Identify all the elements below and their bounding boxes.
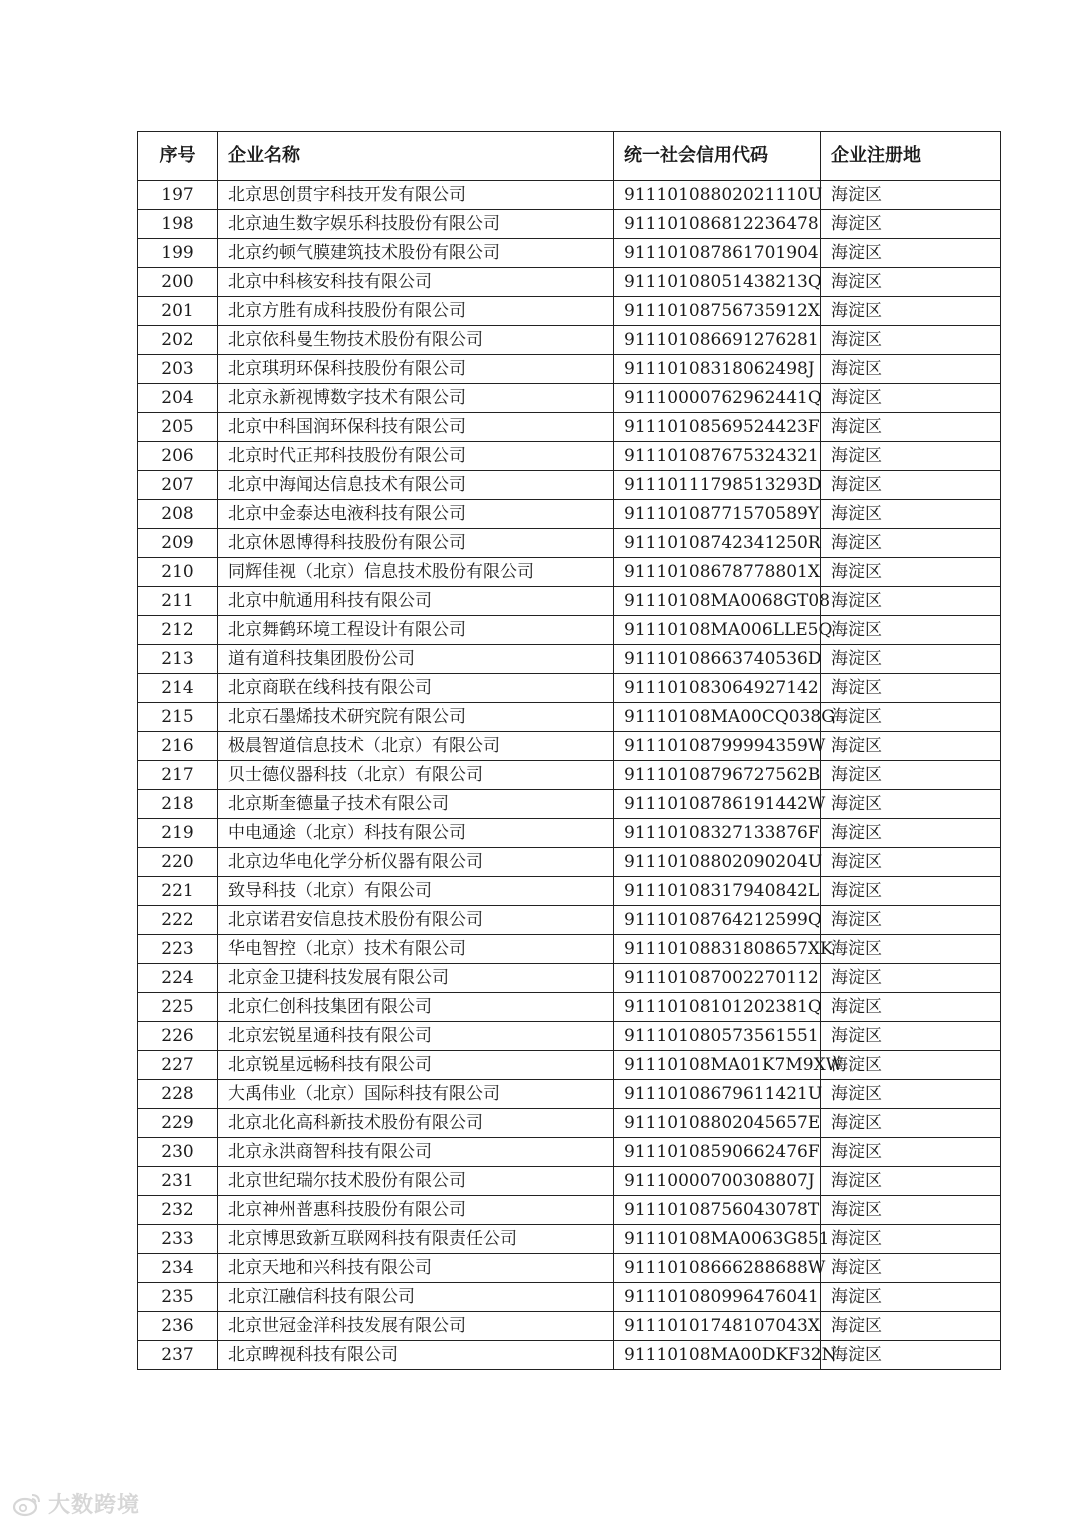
table-row xyxy=(138,413,1001,442)
cell-registration-location: 海淀区 xyxy=(821,993,1001,1022)
cell-credit-code: 91110111798513293D xyxy=(614,471,821,500)
cell-serial-number: 197 xyxy=(138,181,218,210)
cell-company-name: 北京中海闻达信息技术有限公司 xyxy=(218,471,614,500)
table-row xyxy=(138,1254,1001,1283)
cell-registration-location: 海淀区 xyxy=(821,906,1001,935)
cell-company-name: 北京永新视博数字技术有限公司 xyxy=(218,384,614,413)
header-credit-code: 统一社会信用代码 xyxy=(614,132,821,181)
table-row xyxy=(138,1051,1001,1080)
table-row xyxy=(138,326,1001,355)
cell-company-name: 北京北化高科新技术股份有限公司 xyxy=(218,1109,614,1138)
cell-company-name: 北京斯奎德量子技术有限公司 xyxy=(218,790,614,819)
cell-credit-code: 91110108317940842L xyxy=(614,877,821,906)
cell-credit-code: 91110108796727562B xyxy=(614,761,821,790)
cell-registration-location: 海淀区 xyxy=(821,384,1001,413)
table-row xyxy=(138,1022,1001,1051)
cell-registration-location: 海淀区 xyxy=(821,326,1001,355)
cell-registration-location: 海淀区 xyxy=(821,1022,1001,1051)
cell-company-name: 北京方胜有成科技股份有限公司 xyxy=(218,297,614,326)
cell-serial-number: 209 xyxy=(138,529,218,558)
cell-serial-number: 201 xyxy=(138,297,218,326)
cell-serial-number: 236 xyxy=(138,1312,218,1341)
table-row xyxy=(138,297,1001,326)
cell-serial-number: 232 xyxy=(138,1196,218,1225)
cell-credit-code: 911101080996476041 xyxy=(614,1283,821,1312)
cell-company-name: 北京金卫捷科技发展有限公司 xyxy=(218,964,614,993)
cell-company-name: 北京江融信科技有限公司 xyxy=(218,1283,614,1312)
table-row xyxy=(138,210,1001,239)
table-row xyxy=(138,239,1001,268)
cell-registration-location: 海淀区 xyxy=(821,1254,1001,1283)
cell-registration-location: 海淀区 xyxy=(821,1312,1001,1341)
watermark xyxy=(12,1488,140,1519)
cell-registration-location: 海淀区 xyxy=(821,964,1001,993)
table-row xyxy=(138,964,1001,993)
cell-credit-code: 91110108MA00CQ038G xyxy=(614,703,821,732)
cell-registration-location: 海淀区 xyxy=(821,761,1001,790)
table-row xyxy=(138,674,1001,703)
cell-registration-location: 海淀区 xyxy=(821,558,1001,587)
cell-company-name: 北京中金泰达电液科技有限公司 xyxy=(218,500,614,529)
company-table xyxy=(137,131,1001,1370)
cell-registration-location: 海淀区 xyxy=(821,703,1001,732)
cell-credit-code: 91110108756043078T xyxy=(614,1196,821,1225)
table-row xyxy=(138,355,1001,384)
cell-registration-location: 海淀区 xyxy=(821,1196,1001,1225)
cell-credit-code: 91110108MA0063G851 xyxy=(614,1225,821,1254)
cell-credit-code: 911101086691276281 xyxy=(614,326,821,355)
cell-credit-code: 91110108MA006LLE5Q xyxy=(614,616,821,645)
cell-credit-code: 91110108MA01K7M9XW xyxy=(614,1051,821,1080)
cell-serial-number: 233 xyxy=(138,1225,218,1254)
cell-company-name: 北京世纪瑞尔技术股份有限公司 xyxy=(218,1167,614,1196)
cell-credit-code: 91110108802021110U xyxy=(614,181,821,210)
cell-serial-number: 224 xyxy=(138,964,218,993)
cell-registration-location: 海淀区 xyxy=(821,1080,1001,1109)
cell-company-name: 北京中航通用科技有限公司 xyxy=(218,587,614,616)
cell-serial-number: 218 xyxy=(138,790,218,819)
cell-company-name: 北京舞鹤环境工程设计有限公司 xyxy=(218,616,614,645)
cell-registration-location: 海淀区 xyxy=(821,355,1001,384)
cell-registration-location: 海淀区 xyxy=(821,442,1001,471)
cell-credit-code: 91110108327133876F xyxy=(614,819,821,848)
cell-registration-location: 海淀区 xyxy=(821,1341,1001,1370)
header-registration-location: 企业注册地 xyxy=(821,132,1001,181)
cell-serial-number: 216 xyxy=(138,732,218,761)
cell-registration-location: 海淀区 xyxy=(821,1138,1001,1167)
cell-company-name: 道有道科技集团股份公司 xyxy=(218,645,614,674)
cell-serial-number: 211 xyxy=(138,587,218,616)
cell-serial-number: 207 xyxy=(138,471,218,500)
cell-company-name: 北京锐星远畅科技有限公司 xyxy=(218,1051,614,1080)
table-row xyxy=(138,558,1001,587)
cell-company-name: 北京中科核安科技有限公司 xyxy=(218,268,614,297)
cell-registration-location: 海淀区 xyxy=(821,616,1001,645)
cell-serial-number: 222 xyxy=(138,906,218,935)
table-row xyxy=(138,1225,1001,1254)
table-row xyxy=(138,732,1001,761)
cell-registration-location: 海淀区 xyxy=(821,471,1001,500)
cell-registration-location: 海淀区 xyxy=(821,1109,1001,1138)
cell-credit-code: 91110108MA0068GT08 xyxy=(614,587,821,616)
cell-serial-number: 210 xyxy=(138,558,218,587)
cell-serial-number: 223 xyxy=(138,935,218,964)
cell-credit-code: 91110108786191442W xyxy=(614,790,821,819)
cell-registration-location: 海淀区 xyxy=(821,819,1001,848)
cell-company-name: 北京边华电化学分析仪器有限公司 xyxy=(218,848,614,877)
cell-serial-number: 228 xyxy=(138,1080,218,1109)
table-row xyxy=(138,906,1001,935)
cell-company-name: 北京诺君安信息技术股份有限公司 xyxy=(218,906,614,935)
cell-credit-code: 91110000762962441Q xyxy=(614,384,821,413)
cell-company-name: 华电智控（北京）技术有限公司 xyxy=(218,935,614,964)
cell-credit-code: 91110000700308807J xyxy=(614,1167,821,1196)
table-row xyxy=(138,1283,1001,1312)
cell-registration-location: 海淀区 xyxy=(821,500,1001,529)
table-body xyxy=(138,181,1001,1370)
cell-serial-number: 204 xyxy=(138,384,218,413)
cell-credit-code: 91110108799994359W xyxy=(614,732,821,761)
cell-credit-code: 91110108MA00DKF32N xyxy=(614,1341,821,1370)
cell-company-name: 北京永洪商智科技有限公司 xyxy=(218,1138,614,1167)
cell-company-name: 北京迪生数字娱乐科技股份有限公司 xyxy=(218,210,614,239)
cell-registration-location: 海淀区 xyxy=(821,1167,1001,1196)
cell-credit-code: 91110108663740536D xyxy=(614,645,821,674)
table-row xyxy=(138,645,1001,674)
cell-registration-location: 海淀区 xyxy=(821,1283,1001,1312)
cell-company-name: 北京思创贯宇科技开发有限公司 xyxy=(218,181,614,210)
cell-serial-number: 227 xyxy=(138,1051,218,1080)
table-row xyxy=(138,500,1001,529)
cell-registration-location: 海淀区 xyxy=(821,268,1001,297)
cell-serial-number: 214 xyxy=(138,674,218,703)
cell-serial-number: 221 xyxy=(138,877,218,906)
table-row xyxy=(138,1109,1001,1138)
cell-credit-code: 91110108756735912X xyxy=(614,297,821,326)
cell-serial-number: 200 xyxy=(138,268,218,297)
cell-registration-location: 海淀区 xyxy=(821,239,1001,268)
cell-registration-location: 海淀区 xyxy=(821,732,1001,761)
cell-credit-code: 911101087002270112 xyxy=(614,964,821,993)
cell-registration-location: 海淀区 xyxy=(821,210,1001,239)
table-row xyxy=(138,1196,1001,1225)
cell-company-name: 北京神州普惠科技股份有限公司 xyxy=(218,1196,614,1225)
cell-serial-number: 205 xyxy=(138,413,218,442)
cell-company-name: 极晨智道信息技术（北京）有限公司 xyxy=(218,732,614,761)
table-row xyxy=(138,616,1001,645)
cell-company-name: 北京石墨烯技术研究院有限公司 xyxy=(218,703,614,732)
cell-serial-number: 203 xyxy=(138,355,218,384)
cell-serial-number: 219 xyxy=(138,819,218,848)
cell-credit-code: 91110108678778801X xyxy=(614,558,821,587)
cell-company-name: 北京睥视科技有限公司 xyxy=(218,1341,614,1370)
cell-company-name: 同辉佳视（北京）信息技术股份有限公司 xyxy=(218,558,614,587)
cell-serial-number: 226 xyxy=(138,1022,218,1051)
cell-credit-code: 91110108051438213Q xyxy=(614,268,821,297)
table-row xyxy=(138,181,1001,210)
table-row xyxy=(138,1080,1001,1109)
cell-serial-number: 213 xyxy=(138,645,218,674)
cell-company-name: 北京仁创科技集团有限公司 xyxy=(218,993,614,1022)
table-row xyxy=(138,848,1001,877)
cell-credit-code: 911101083064927142 xyxy=(614,674,821,703)
cell-company-name: 贝士德仪器科技（北京）有限公司 xyxy=(218,761,614,790)
header-serial-number: 序号 xyxy=(138,132,218,181)
cell-serial-number: 230 xyxy=(138,1138,218,1167)
table-row xyxy=(138,1167,1001,1196)
cell-credit-code: 91110108771570589Y xyxy=(614,500,821,529)
table-row xyxy=(138,471,1001,500)
cell-credit-code: 91110108679611421U xyxy=(614,1080,821,1109)
cell-registration-location: 海淀区 xyxy=(821,587,1001,616)
cell-company-name: 北京依科曼生物技术股份有限公司 xyxy=(218,326,614,355)
table-row xyxy=(138,384,1001,413)
cell-registration-location: 海淀区 xyxy=(821,674,1001,703)
cell-registration-location: 海淀区 xyxy=(821,1225,1001,1254)
table-row xyxy=(138,1312,1001,1341)
cell-credit-code: 911101080573561551 xyxy=(614,1022,821,1051)
cell-credit-code: 911101086812236478 xyxy=(614,210,821,239)
cell-registration-location: 海淀区 xyxy=(821,790,1001,819)
cell-registration-location: 海淀区 xyxy=(821,413,1001,442)
cell-credit-code: 911101087861701904 xyxy=(614,239,821,268)
cell-serial-number: 198 xyxy=(138,210,218,239)
cell-company-name: 北京休恩博得科技股份有限公司 xyxy=(218,529,614,558)
cell-registration-location: 海淀区 xyxy=(821,181,1001,210)
cell-credit-code: 91110108590662476F xyxy=(614,1138,821,1167)
cell-serial-number: 208 xyxy=(138,500,218,529)
cell-company-name: 北京天地和兴科技有限公司 xyxy=(218,1254,614,1283)
table-row xyxy=(138,703,1001,732)
weibo-icon xyxy=(12,1491,42,1517)
cell-credit-code: 911101087675324321 xyxy=(614,442,821,471)
cell-company-name: 北京琪玥环保科技股份有限公司 xyxy=(218,355,614,384)
cell-credit-code: 91110108742341250R xyxy=(614,529,821,558)
table-row xyxy=(138,1341,1001,1370)
cell-credit-code: 91110108831808657XK xyxy=(614,935,821,964)
cell-company-name: 北京博思致新互联网科技有限责任公司 xyxy=(218,1225,614,1254)
cell-serial-number: 217 xyxy=(138,761,218,790)
cell-registration-location: 海淀区 xyxy=(821,297,1001,326)
cell-serial-number: 199 xyxy=(138,239,218,268)
cell-registration-location: 海淀区 xyxy=(821,848,1001,877)
table-row xyxy=(138,587,1001,616)
table-row xyxy=(138,761,1001,790)
table-row xyxy=(138,268,1001,297)
table-header-row xyxy=(138,132,1001,181)
cell-credit-code: 91110108318062498J xyxy=(614,355,821,384)
cell-serial-number: 220 xyxy=(138,848,218,877)
cell-serial-number: 237 xyxy=(138,1341,218,1370)
cell-credit-code: 91110108569524423F xyxy=(614,413,821,442)
cell-credit-code: 91110108802045657E xyxy=(614,1109,821,1138)
cell-serial-number: 225 xyxy=(138,993,218,1022)
table-row xyxy=(138,529,1001,558)
cell-company-name: 北京约顿气膜建筑技术股份有限公司 xyxy=(218,239,614,268)
cell-company-name: 中电通途（北京）科技有限公司 xyxy=(218,819,614,848)
table-row xyxy=(138,819,1001,848)
cell-registration-location: 海淀区 xyxy=(821,935,1001,964)
cell-registration-location: 海淀区 xyxy=(821,645,1001,674)
cell-serial-number: 235 xyxy=(138,1283,218,1312)
cell-credit-code: 91110108101202381Q xyxy=(614,993,821,1022)
cell-credit-code: 91110108764212599Q xyxy=(614,906,821,935)
cell-serial-number: 229 xyxy=(138,1109,218,1138)
cell-credit-code: 91110108802090204U xyxy=(614,848,821,877)
cell-company-name: 北京宏锐星通科技有限公司 xyxy=(218,1022,614,1051)
cell-company-name: 北京时代正邦科技股份有限公司 xyxy=(218,442,614,471)
cell-company-name: 大禹伟业（北京）国际科技有限公司 xyxy=(218,1080,614,1109)
cell-credit-code: 91110101748107043X xyxy=(614,1312,821,1341)
cell-serial-number: 231 xyxy=(138,1167,218,1196)
table-row xyxy=(138,935,1001,964)
table-row xyxy=(138,993,1001,1022)
watermark-text: 大数跨境 xyxy=(48,1493,141,1518)
cell-company-name: 北京世冠金洋科技发展有限公司 xyxy=(218,1312,614,1341)
cell-company-name: 致导科技（北京）有限公司 xyxy=(218,877,614,906)
cell-credit-code: 91110108666288688W xyxy=(614,1254,821,1283)
cell-serial-number: 234 xyxy=(138,1254,218,1283)
cell-company-name: 北京商联在线科技有限公司 xyxy=(218,674,614,703)
header-company-name: 企业名称 xyxy=(218,132,614,181)
table-row xyxy=(138,1138,1001,1167)
cell-serial-number: 215 xyxy=(138,703,218,732)
cell-serial-number: 212 xyxy=(138,616,218,645)
cell-company-name: 北京中科国润环保科技有限公司 xyxy=(218,413,614,442)
table-row xyxy=(138,877,1001,906)
cell-serial-number: 206 xyxy=(138,442,218,471)
cell-registration-location: 海淀区 xyxy=(821,1051,1001,1080)
table-row xyxy=(138,442,1001,471)
cell-registration-location: 海淀区 xyxy=(821,877,1001,906)
cell-registration-location: 海淀区 xyxy=(821,529,1001,558)
cell-serial-number: 202 xyxy=(138,326,218,355)
table-row xyxy=(138,790,1001,819)
